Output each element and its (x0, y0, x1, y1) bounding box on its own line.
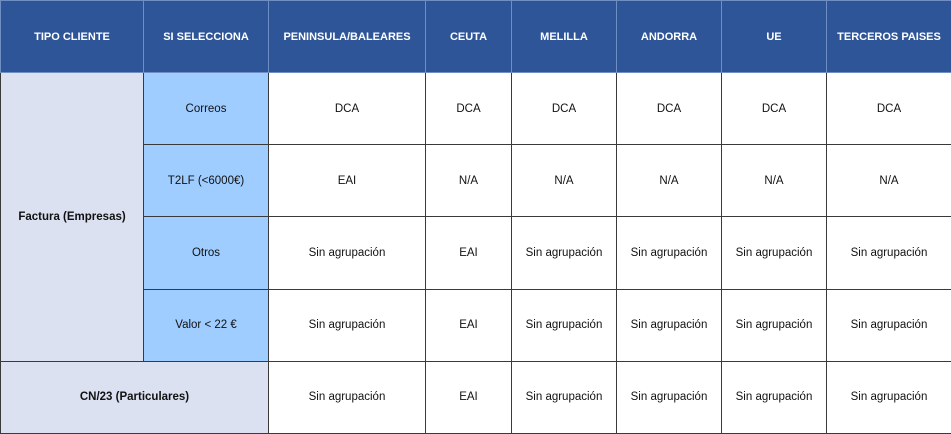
value-cell: Sin agrupación (617, 361, 722, 433)
value-cell: Sin agrupación (617, 289, 722, 361)
value-cell: N/A (827, 145, 951, 217)
value-cell: Sin agrupación (269, 217, 426, 289)
value-cell: N/A (426, 145, 512, 217)
value-cell: Sin agrupación (722, 217, 827, 289)
value-cell: EAI (269, 145, 426, 217)
value-cell: Sin agrupación (269, 289, 426, 361)
value-cell: Sin agrupación (269, 361, 426, 433)
selecciona-cell: Otros (144, 217, 269, 289)
value-cell: Sin agrupación (827, 361, 951, 433)
value-cell: Sin agrupación (722, 289, 827, 361)
header-melilla: MELILLA (512, 1, 617, 73)
value-cell: DCA (827, 73, 951, 145)
table-row (1, 361, 951, 433)
header-andorra: ANDORRA (617, 1, 722, 73)
value-cell: Sin agrupación (512, 217, 617, 289)
value-cell: Sin agrupación (827, 289, 951, 361)
header-ue: UE (722, 1, 827, 73)
value-cell: Sin agrupación (512, 361, 617, 433)
table-row (1, 289, 951, 361)
header-ceuta: CEUTA (426, 1, 512, 73)
table-row (1, 145, 951, 217)
value-cell: DCA (512, 73, 617, 145)
value-cell: EAI (426, 217, 512, 289)
tipo-cliente-empresas: Factura (Empresas) (1, 73, 144, 362)
value-cell: Sin agrupación (512, 289, 617, 361)
value-cell: Sin agrupación (617, 217, 722, 289)
header-tipo-cliente: TIPO CLIENTE (1, 1, 144, 73)
value-cell: N/A (512, 145, 617, 217)
table-row (1, 217, 951, 289)
value-cell: DCA (269, 73, 426, 145)
header-peninsula-baleares: PENINSULA/BALEARES (269, 1, 426, 73)
value-cell: N/A (617, 145, 722, 217)
header-terceros-paises: TERCEROS PAISES (827, 1, 951, 73)
value-cell: N/A (722, 145, 827, 217)
selecciona-cell: T2LF (<6000€) (144, 145, 269, 217)
value-cell: DCA (426, 73, 512, 145)
table-row (1, 73, 951, 145)
value-cell: EAI (426, 361, 512, 433)
selecciona-cell: Correos (144, 73, 269, 145)
value-cell: Sin agrupación (827, 217, 951, 289)
value-cell: Sin agrupación (722, 361, 827, 433)
tipo-cliente-particulares: CN/23 (Particulares) (1, 361, 269, 433)
value-cell: DCA (722, 73, 827, 145)
value-cell: EAI (426, 289, 512, 361)
value-cell: DCA (617, 73, 722, 145)
header-row (1, 1, 951, 73)
selecciona-cell: Valor < 22 € (144, 289, 269, 361)
header-si-selecciona: SI SELECCIONA (144, 1, 269, 73)
